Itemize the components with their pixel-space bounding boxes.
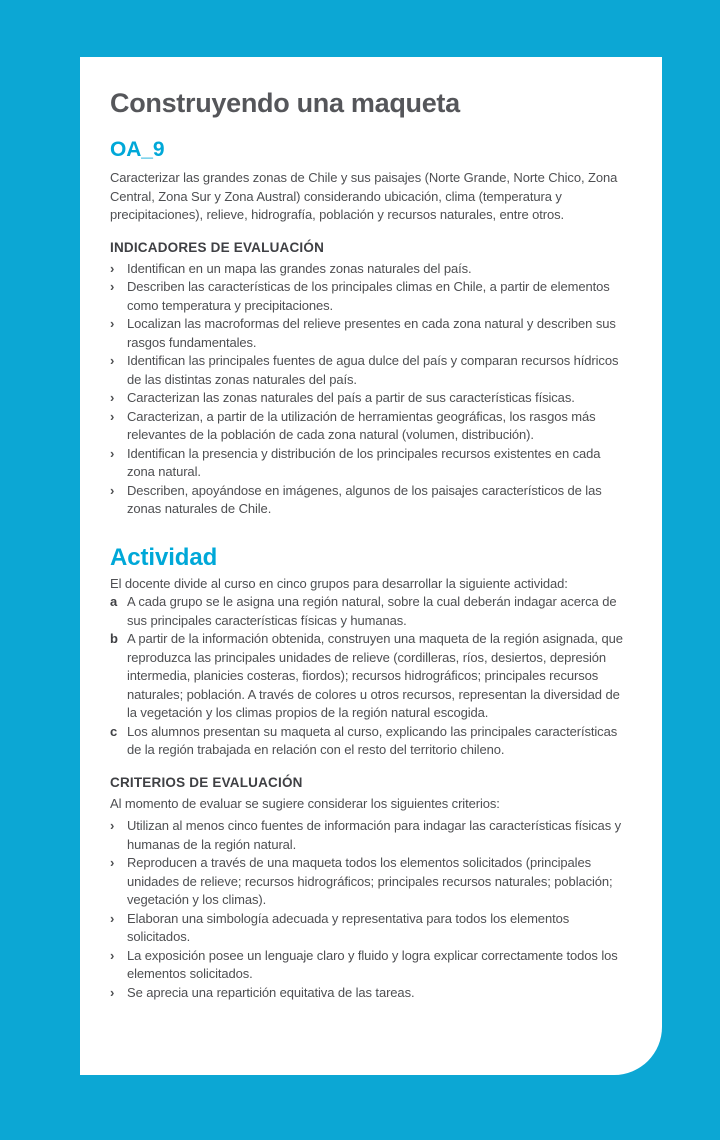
list-item — [110, 482, 630, 519]
list-item-text: Identifican en un mapa las grandes zonas naturales del país. — [127, 260, 472, 276]
step-letter: c — [110, 723, 118, 739]
indicadores-heading: INDICADORES DE EVALUACIÓN — [110, 239, 325, 255]
bullet-marker: › — [110, 482, 115, 498]
bullet-marker: › — [110, 408, 115, 424]
criterios-intro: Al momento de evaluar se sugiere considerar los siguientes criterios: — [110, 795, 500, 811]
step-item — [110, 630, 630, 723]
list-item — [110, 817, 630, 854]
bullet-marker: › — [110, 818, 115, 833]
list-item-text: Se aprecia una repartición equitativa de las tareas. — [127, 984, 415, 1000]
list-item-text: La exposición posee un lenguaje claro y fluido y logra explicar correctamente todos los elementos solicitados. — [127, 947, 618, 981]
step-text: A cada grupo se le asigna una región natural, sobre la cual deberán indagar acerca de sus principales características físicas y humanas. — [127, 594, 617, 628]
list-item — [110, 910, 630, 947]
list-item — [110, 408, 630, 445]
list-item — [110, 445, 630, 482]
list-item — [110, 947, 630, 984]
bullet-marker: › — [110, 260, 115, 276]
list-item-text: Utilizan al menos cinco fuentes de información para indagar las características físicas y humanas de la región natural. — [127, 818, 622, 852]
bullet-marker: › — [110, 984, 115, 1000]
step-text: Los alumnos presentan su maqueta al curso, explicando las principales características de la región trabajada en relación con el resto del territorio chileno. — [127, 723, 618, 757]
document-card — [80, 57, 662, 1075]
list-item-text: Caracterizan las zonas naturales del país a partir de sus características físicas. — [127, 390, 575, 405]
list-item — [110, 389, 630, 408]
list-item-text: Describen las características de los principales climas en Chile, a partir de elementos como temperatura y precipitaciones. — [127, 279, 610, 313]
list-item-text: Localizan las macroformas del relieve presentes en cada zona natural y describen sus rasgos fundamentales. — [127, 316, 616, 350]
list-item-text: Identifican la presencia y distribución de los principales recursos existentes en cada zona natural. — [127, 445, 601, 479]
list-item-text: Identifican las principales fuentes de agua dulce del país y comparan recursos hídricos de las distintas zonas naturales del país. — [127, 353, 619, 387]
actividad-heading: Actividad — [110, 543, 218, 571]
step-item — [110, 723, 630, 760]
bullet-marker: › — [110, 445, 115, 461]
bullet-marker: › — [110, 947, 115, 963]
actividad-section — [110, 545, 630, 760]
indicadores-section — [110, 240, 630, 519]
actividad-intro: El docente divide al curso en cinco grupos para desarrollar la siguiente actividad: — [110, 575, 568, 591]
criterios-heading: CRITERIOS DE EVALUACIÓN — [110, 774, 303, 790]
list-item — [110, 260, 630, 279]
list-item — [110, 278, 630, 315]
list-item-text: Caracterizan, a partir de la utilización de herramientas geográficas, los rasgos más relevantes de la población de cada zona natural (volumen, distribución). — [127, 408, 596, 442]
step-item — [110, 593, 630, 630]
bullet-marker: › — [110, 316, 115, 331]
list-item — [110, 854, 630, 910]
list-item-text: Reproducen a través de una maqueta todos los elementos solicitados (principales unidades de relieve; recursos hidrográficos; principales recursos naturales; población; vegetación y los climas). — [127, 855, 613, 907]
oa-section — [110, 138, 630, 225]
list-item — [110, 352, 630, 389]
bullet-marker: › — [110, 910, 115, 926]
step-letter: a — [110, 594, 118, 609]
bullet-marker: › — [110, 353, 115, 368]
criterios-section — [110, 775, 630, 1003]
bullet-marker: › — [110, 390, 115, 405]
page-title: Construyendo una maqueta — [110, 88, 460, 118]
oa-description: Caracterizar las grandes zonas de Chile y sus paisajes (Norte Grande, Norte Chico, Zona Central, Zona Sur y Zona Austral) considerando ubicación, clima (temperatura y precipitaciones), relieve, hidrografía, población y recursos naturales, entre otros. — [110, 170, 618, 222]
step-letter: b — [110, 631, 118, 646]
step-text: A partir de la información obtenida, construyen una maqueta de la región asignada, que reproduzca las principales unidades de relieve (cordilleras, ríos, desiertos, depresión intermedia, planicies costeras, fiordos); recursos hidrográficos; principales recursos naturales; población. A través de colores u otros recursos, representan la diversidad de la vegetación y los climas propios de la región natural escogida. — [127, 631, 623, 720]
actividad-steps — [110, 593, 630, 760]
list-item-text: Elaboran una simbología adecuada y representativa para todos los elementos solicitados. — [127, 910, 570, 944]
list-item — [110, 984, 630, 1003]
oa-code-heading: OA_9 — [110, 138, 165, 161]
bullet-marker: › — [110, 279, 115, 294]
document-content — [110, 88, 630, 1002]
bullet-marker: › — [110, 855, 115, 870]
list-item-text: Describen, apoyándose en imágenes, algunos de los paisajes característicos de las zonas naturales de Chile. — [127, 482, 602, 516]
criterios-list — [110, 817, 630, 1002]
indicadores-list — [110, 260, 630, 519]
list-item — [110, 315, 630, 352]
